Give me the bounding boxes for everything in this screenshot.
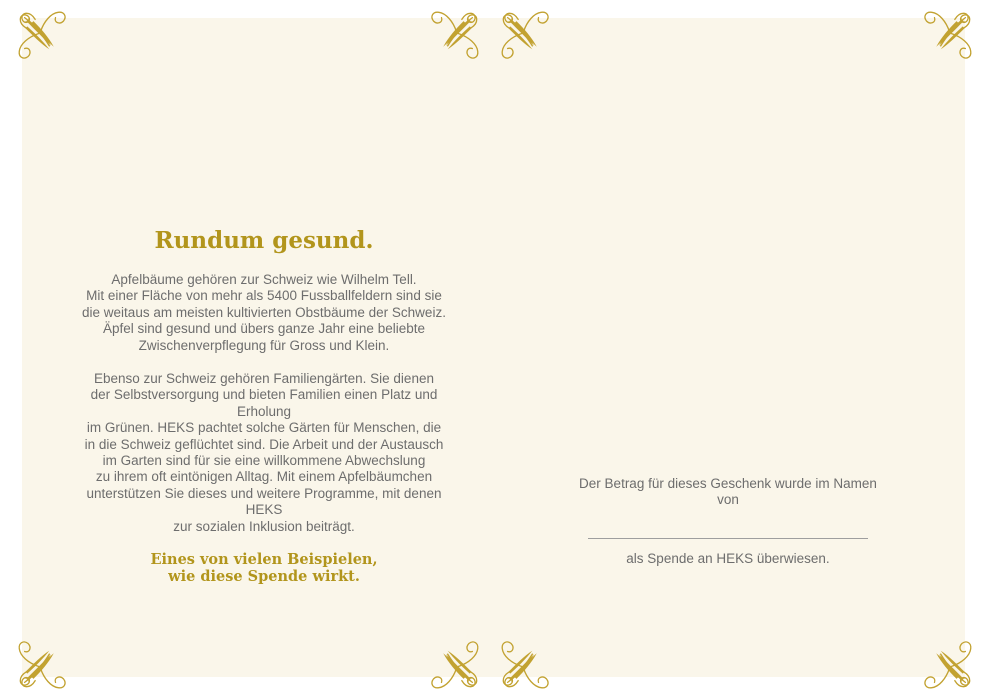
paragraph-line: Zwischenverpflegung für Gross und Klein.: [138, 337, 390, 353]
flourish-icon: [14, 7, 67, 60]
page-title: Rundum gesund.: [154, 227, 374, 254]
dedication-column: [578, 476, 878, 567]
highlight-statement: [80, 552, 448, 585]
paragraph-line: zu ihrem oft eintönigen Alltag. Mit einem Apfelbäumchen: [95, 469, 433, 485]
story-paragraph-1: [80, 272, 448, 354]
flourish-icon: [430, 640, 483, 693]
donor-name-line: [588, 538, 868, 539]
paragraph-line: Apfelbäume gehören zur Schweiz wie Wilhelm Tell.: [111, 272, 417, 287]
paragraph-line: Mit einer Fläche von mehr als 5400 Fussballfeldern sind sie: [86, 288, 442, 304]
story-paragraph-2: [80, 371, 448, 535]
dedication-intro: Der Betrag für dieses Geschenk wurde im Namen von: [579, 476, 877, 507]
highlight-line: Eines von vielen Beispielen,: [150, 551, 378, 569]
flourish-icon: [14, 640, 67, 693]
flourish-icon: [923, 7, 976, 60]
flourish-icon: [497, 7, 550, 60]
paragraph-line: zur sozialen Inklusion beiträgt.: [173, 518, 355, 534]
paragraph-line: in die Schweiz geflüchtet sind. Die Arbeit und der Austausch: [84, 436, 444, 452]
paragraph-line: Äpfel sind gesund und übers ganze Jahr eine beliebte: [103, 321, 425, 337]
flourish-icon: [430, 7, 483, 60]
paragraph-line: die weitaus am meisten kultivierten Obstbäume der Schweiz.: [82, 304, 446, 320]
paragraph-line: der Selbstversorgung und bieten Familien einen Platz und Erholung: [90, 387, 438, 419]
dedication-outro: als Spende an HEKS überwiesen.: [626, 551, 830, 566]
highlight-line: wie diese Spende wirkt.: [168, 567, 360, 585]
flourish-icon: [923, 640, 976, 693]
paragraph-line: im Garten sind für sie eine willkommene Abwechslung: [102, 453, 426, 469]
paragraph-line: Ebenso zur Schweiz gehören Familiengärten. Sie dienen: [94, 371, 434, 387]
flourish-icon: [497, 640, 550, 693]
paragraph-line: unterstützen Sie dieses und weitere Programme, mit denen HEKS: [86, 485, 442, 518]
paragraph-line: im Grünen. HEKS pachtet solche Gärten für Menschen, die: [86, 420, 442, 436]
story-column: [80, 227, 448, 585]
